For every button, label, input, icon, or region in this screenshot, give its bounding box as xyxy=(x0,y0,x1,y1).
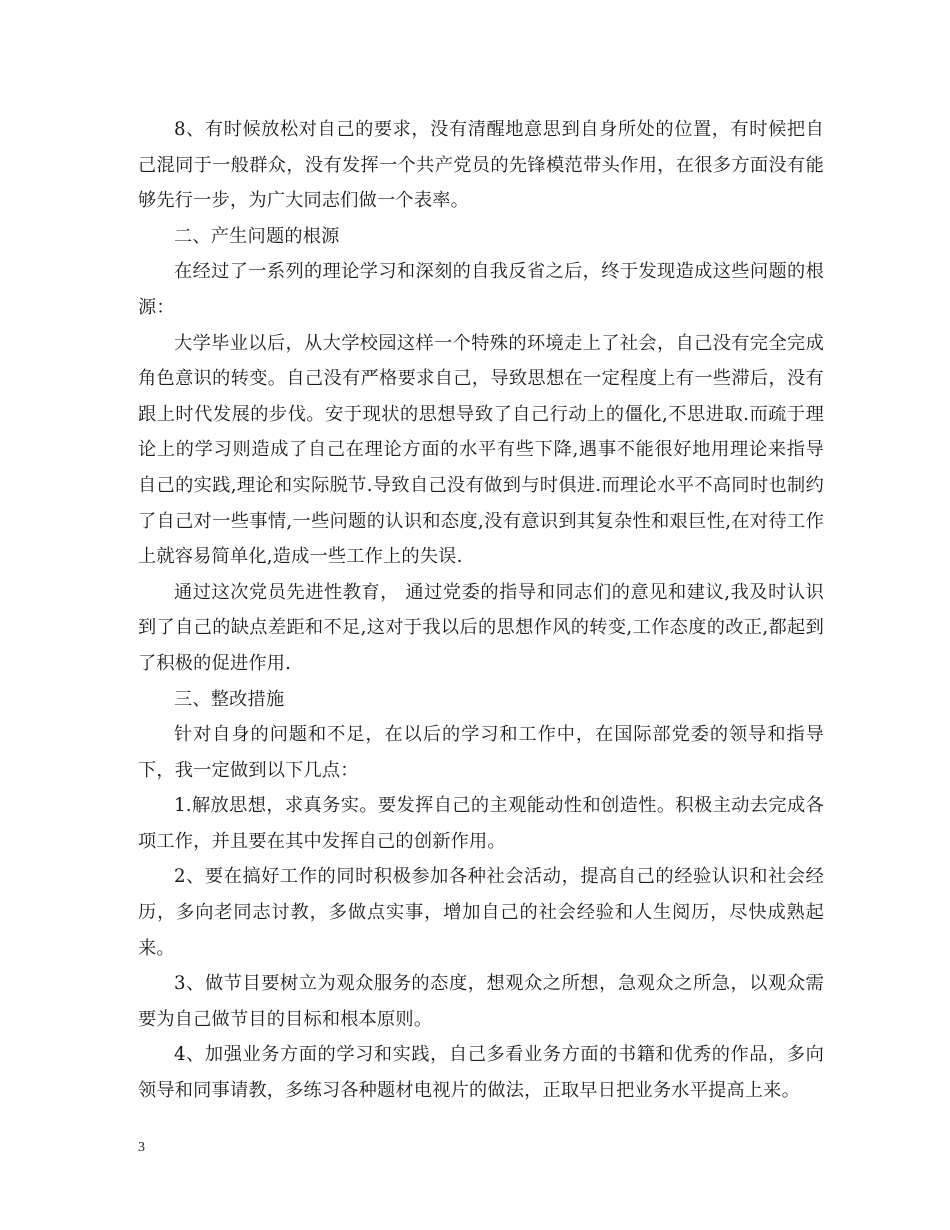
paragraph-measure-1: 1.解放思想，求真务实。要发挥自己的主观能动性和创造性。积极主动去完成各项工作，并且要在其中发挥自己的创新作用。 xyxy=(138,795,824,852)
paragraph-rectification-intro: 针对自身的问题和不足，在以后的学习和工作中，在国际部党委的领导和指导下，我一定做到以下几点： xyxy=(138,724,824,781)
section-heading-root-causes: 二、产生问题的根源 xyxy=(174,225,340,247)
paragraph-measure-2: 2、要在搞好工作的同时积极参加各种社会活动，提高自己的经验认识和社会经历，多向老同志讨教，多做点实事，增加自己的社会经验和人生阅历，尽快成熟起来。 xyxy=(138,866,824,959)
paragraph-education-reflection: 通过这次党员先进性教育， 通过党委的指导和同志们的意见和建议,我及时认识到了自己的缺点差距和不足,这对于我以后的思想作风的转变,工作态度的改正,都起到了积极的促进作用. xyxy=(138,581,824,674)
paragraph-measure-3: 3、做节目要树立为观众服务的态度，想观众之所想，急观众之所急，以观众需要为自己做节目的目标和根本原则。 xyxy=(138,973,824,1030)
document-body xyxy=(138,112,824,1109)
paragraph-root-causes-body: 大学毕业以后，从大学校园这样一个特殊的环境走上了社会，自己没有完全完成角色意识的转变。自己没有严格要求自己，导致思想在一定程度上有一些滞后，没有跟上时代发展的步伐。安于现状的思想导致了自己行动上的僵化,不思进取.而疏于理论上的学习则造成了自己在理论方面的水平有些下降,遇事不能很好地用理论来指导自己的实践,理论和实际脱节.导致自己没有做到与时俱进.而理论水平不高同时也制约了自己对一些事情,一些问题的认识和态度,没有意识到其复杂性和艰巨性,在对待工作上就容易简单化,造成一些工作上的失误. xyxy=(138,332,824,568)
paragraph-root-causes-intro: 在经过了一系列的理论学习和深刻的自我反省之后，终于发现造成这些问题的根源： xyxy=(138,261,824,318)
paragraph-item-8: 8、有时候放松对自己的要求，没有清醒地意思到自身所处的位置，有时候把自己混同于一般群众，没有发挥一个共产党员的先锋模范带头作用，在很多方面没有能够先行一步，为广大同志们做一个表率。 xyxy=(138,119,824,212)
paragraph-measure-4: 4、加强业务方面的学习和实践，自己多看业务方面的书籍和优秀的作品，多向领导和同事请教，多练习各种题材电视片的做法，正取早日把业务水平提高上来。 xyxy=(138,1044,824,1102)
page-number: 3 xyxy=(138,1140,145,1155)
section-heading-rectification: 三、整改措施 xyxy=(174,688,285,710)
